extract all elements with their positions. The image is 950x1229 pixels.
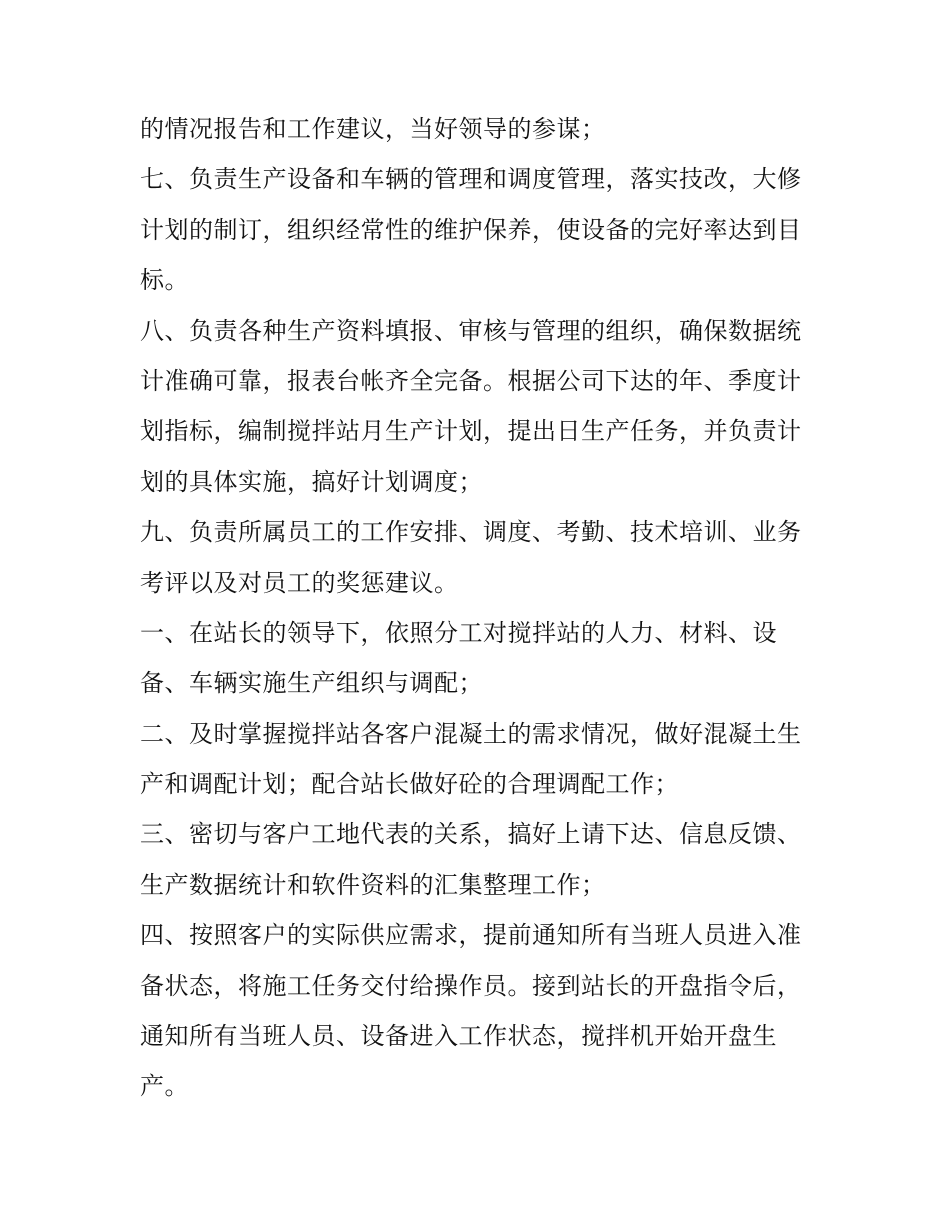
- text-line: 生产数据统计和软件资料的汇集整理工作；: [140, 870, 606, 899]
- text-line: 二、及时掌握搅拌站各客户混凝土的需求情况，做好混凝土生: [140, 719, 802, 748]
- text-line: 八、负责各种生产资料填报、审核与管理的组织，确保数据统: [140, 316, 802, 345]
- text-line: 四、按照客户的实际供应需求，提前通知所有当班人员进入准: [140, 921, 802, 950]
- text-line: 划的具体实施，搞好计划调度；: [140, 467, 483, 496]
- text-line: 计准确可靠，报表台帐齐全完备。根据公司下达的年、季度计: [140, 366, 802, 395]
- text-line: 计划的制订，组织经常性的维护保养，使设备的完好率达到目: [140, 215, 802, 244]
- text-line: 考评以及对员工的奖惩建议。: [140, 568, 459, 597]
- text-line: 划指标，编制搅拌站月生产计划，提出日生产任务，并负责计: [140, 417, 802, 446]
- text-line: 的情况报告和工作建议，当好领导的参谋；: [140, 115, 606, 143]
- text-line: 产。: [140, 1072, 189, 1101]
- text-line: 通知所有当班人员、设备进入工作状态，搅拌机开始开盘生: [140, 1022, 777, 1051]
- text-line: 产和调配计划；配合站长做好砼的合理调配工作；: [140, 770, 679, 799]
- text-line: 七、负责生产设备和车辆的管理和调度管理，落实技改，大修: [140, 165, 802, 194]
- text-line: 备状态，将施工任务交付给操作员。接到站长的开盘指令后，: [140, 971, 802, 1000]
- text-line: 一、在站长的领导下，依照分工对搅拌站的人力、材料、设: [140, 618, 777, 647]
- text-line: 标。: [140, 266, 189, 295]
- text-line: 三、密切与客户工地代表的关系，搞好上请下达、信息反馈、: [140, 820, 802, 849]
- document-body: [140, 104, 820, 1112]
- text-line: 备、车辆实施生产组织与调配；: [140, 669, 483, 698]
- text-line: 九、负责所属员工的工作安排、调度、考勤、技术培训、业务: [140, 518, 802, 547]
